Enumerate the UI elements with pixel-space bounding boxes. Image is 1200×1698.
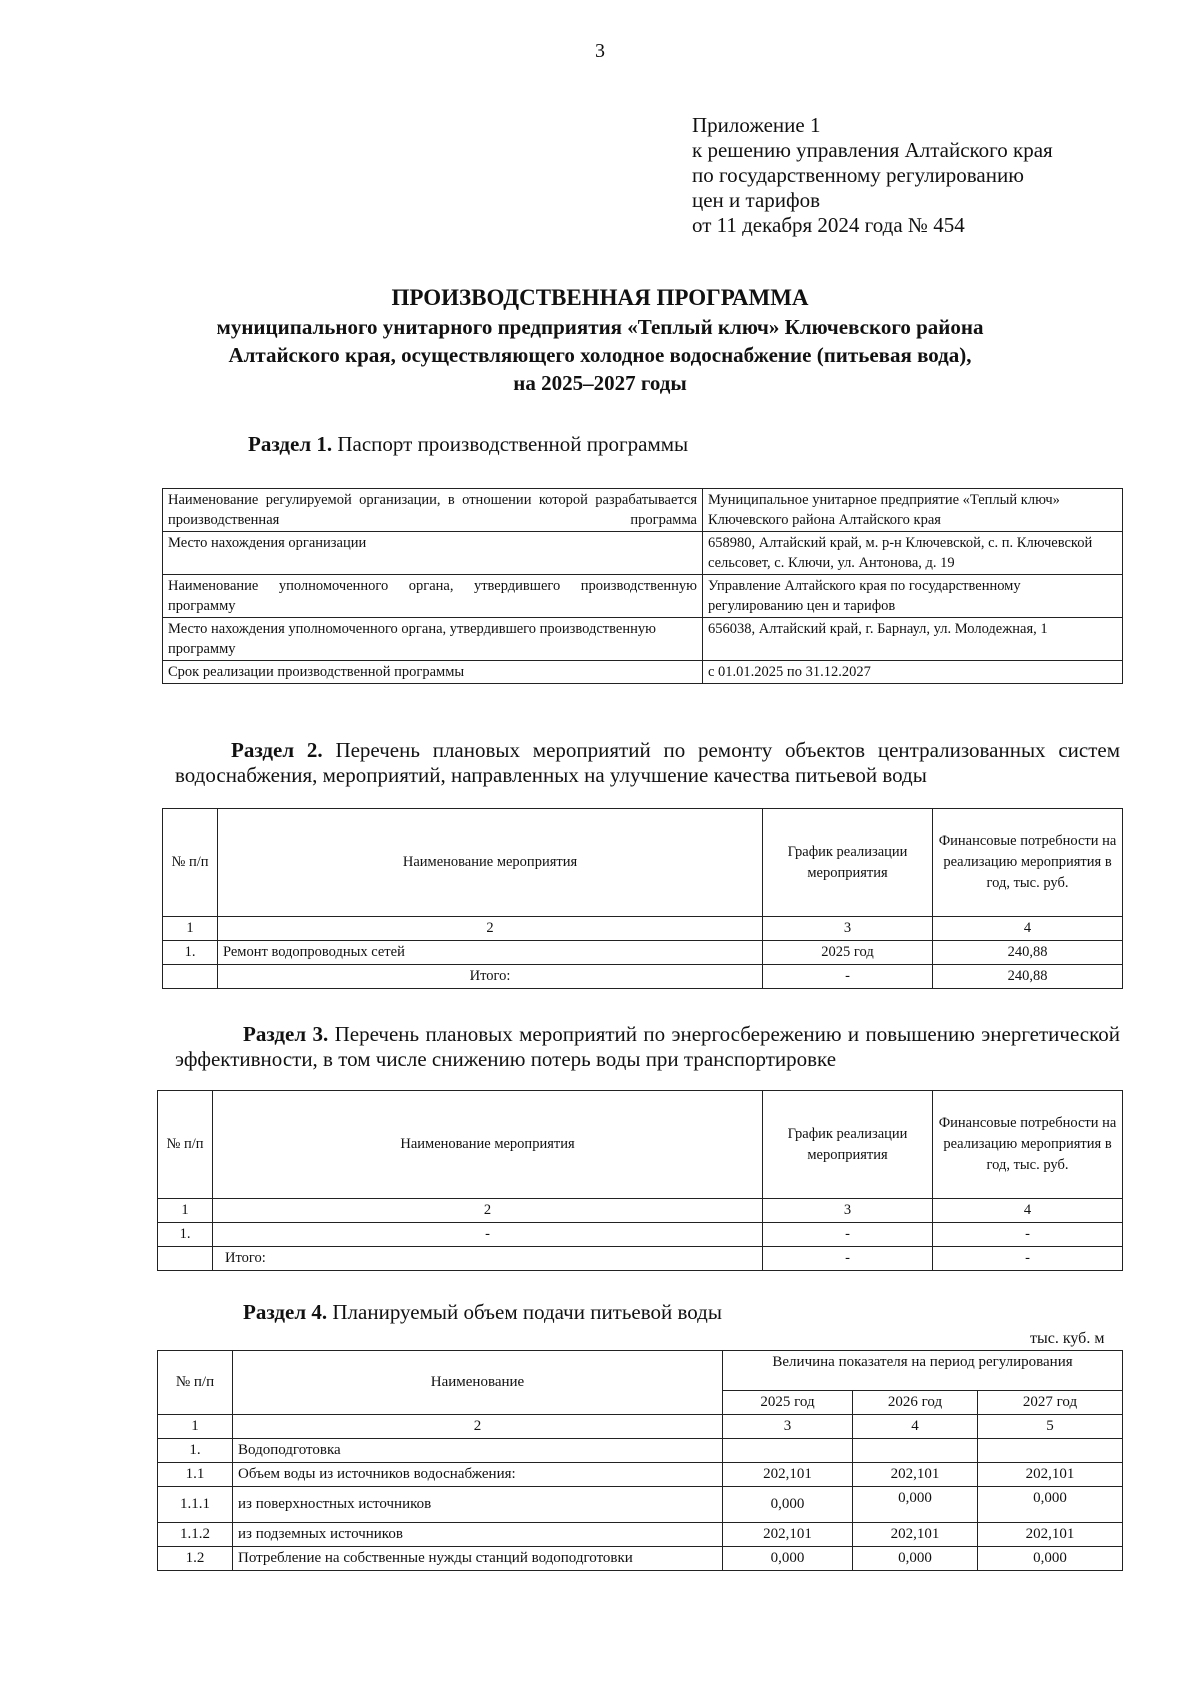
header-cell: Величина показателя на период регулирования	[723, 1351, 1123, 1391]
section2-label: Раздел 2.	[231, 738, 323, 762]
table-cell: Объем воды из источников водоснабжения:	[233, 1463, 723, 1487]
appendix-block	[692, 113, 1053, 238]
table-cell: Итого:	[218, 965, 763, 989]
header-cell: График реализации мероприятия	[763, 1091, 933, 1199]
table-cell: 3	[763, 917, 933, 941]
table-cell: 0,000	[723, 1547, 853, 1571]
title-line: муниципального унитарного предприятия «Теплый ключ» Ключевского района	[216, 315, 984, 339]
table-row	[158, 1487, 1123, 1523]
table-cell: 656038, Алтайский край, г. Барнаул, ул. Молодежная, 1	[703, 618, 1123, 661]
table-cell: Место нахождения уполномоченного органа, утвердившего производственную программу	[163, 618, 703, 661]
header-cell: Наименование	[233, 1351, 723, 1415]
table-cell: 2025 год	[763, 941, 933, 965]
table-cell: Управление Алтайского края по государственному регулированию цен и тарифов	[703, 575, 1123, 618]
appendix-line: по государственному регулированию	[692, 163, 1024, 187]
appendix-line: цен и тарифов	[692, 188, 821, 212]
table-cell: 1.1.1	[158, 1487, 233, 1523]
table-cell: 658980, Алтайский край, м. р-н Ключевской, с. п. Ключевской сельсовет, с. Ключи, ул. Антонова, д. 19	[703, 532, 1123, 575]
table-cell: Водоподготовка	[233, 1439, 723, 1463]
table-row	[158, 1547, 1123, 1571]
table-cell: Ремонт водопроводных сетей	[218, 941, 763, 965]
table-header-row	[163, 809, 1123, 917]
table-cell: Наименование уполномоченного органа, утвердившего производственную программу	[163, 575, 703, 618]
section4-title: Планируемый объем подачи питьевой воды	[332, 1300, 722, 1324]
table-cell: 3	[763, 1199, 933, 1223]
header-cell: 2025 год	[723, 1391, 853, 1415]
page-number: 3	[595, 40, 605, 62]
table-row	[163, 575, 1123, 618]
table-cell: 4	[933, 1199, 1123, 1223]
table-cell: 2	[218, 917, 763, 941]
table-cell: Срок реализации производственной программы	[163, 661, 703, 684]
table-row	[163, 941, 1123, 965]
table-cell	[158, 1247, 213, 1271]
section2-title: Перечень плановых мероприятий по ремонту объектов централизованных систем водоснабжения, мероприятий, направленных на улучшение качества питьевой воды	[175, 738, 1120, 787]
table-cell: -	[763, 1223, 933, 1247]
table-cell: -	[933, 1223, 1123, 1247]
header-cell: График реализации мероприятия	[763, 809, 933, 917]
section3-heading	[175, 1022, 1120, 1072]
table-cell: 0,000	[723, 1487, 853, 1523]
table-cell: 1.1	[158, 1463, 233, 1487]
table-row	[158, 1439, 1123, 1463]
header-cell: Финансовые потребности на реализацию мероприятия в год, тыс. руб.	[933, 809, 1123, 917]
table-cell: 2	[213, 1199, 763, 1223]
table-cell: 202,101	[853, 1463, 978, 1487]
table-cell: -	[763, 1247, 933, 1271]
table-cell: 1.	[158, 1439, 233, 1463]
table-cell: из поверхностных источников	[233, 1487, 723, 1523]
table-cell: 1.2	[158, 1547, 233, 1571]
table-cell: Итого:	[213, 1247, 763, 1271]
table-cell: 202,101	[723, 1463, 853, 1487]
table-row	[158, 1463, 1123, 1487]
table-cell: 1	[158, 1415, 233, 1439]
table-cell: 240,88	[933, 965, 1123, 989]
header-cell: № п/п	[163, 809, 218, 917]
table-header-row	[158, 1351, 1123, 1391]
header-cell: № п/п	[158, 1091, 213, 1199]
table-row	[163, 532, 1123, 575]
section2-heading	[175, 738, 1120, 788]
header-cell: Финансовые потребности на реализацию мероприятия в год, тыс. руб.	[933, 1091, 1123, 1199]
table-cell	[978, 1439, 1123, 1463]
header-cell: № п/п	[158, 1351, 233, 1415]
section3-label: Раздел 3.	[243, 1022, 329, 1046]
table-cell: 1.	[158, 1223, 213, 1247]
table-cell: 0,000	[978, 1547, 1123, 1571]
title-line: на 2025–2027 годы	[513, 371, 687, 395]
header-cell: 2026 год	[853, 1391, 978, 1415]
table-cell: 202,101	[723, 1523, 853, 1547]
table-cell: из подземных источников	[233, 1523, 723, 1547]
table-cell	[853, 1439, 978, 1463]
header-cell: Наименование мероприятия	[218, 809, 763, 917]
table-row	[163, 618, 1123, 661]
title-line: Алтайского края, осуществляющего холодное водоснабжение (питьевая вода),	[228, 343, 972, 367]
table-cell: 1.	[163, 941, 218, 965]
table-cell: 0,000	[853, 1487, 978, 1523]
table-cell: 4	[933, 917, 1123, 941]
table-row	[158, 1199, 1123, 1223]
table-row	[158, 1223, 1123, 1247]
table-row	[158, 1523, 1123, 1547]
table-cell: 0,000	[978, 1487, 1123, 1523]
table-cell: -	[763, 965, 933, 989]
section1-heading	[248, 432, 688, 457]
table-cell: 202,101	[853, 1523, 978, 1547]
table-cell: 240,88	[933, 941, 1123, 965]
appendix-line: к решению управления Алтайского края	[692, 138, 1053, 162]
table-cell: 2	[233, 1415, 723, 1439]
appendix-line: от 11 декабря 2024 года № 454	[692, 213, 965, 237]
table-cell: Муниципальное унитарное предприятие «Теплый ключ» Ключевского района Алтайского края	[703, 489, 1123, 532]
table-cell: 202,101	[978, 1523, 1123, 1547]
table-row	[163, 489, 1123, 532]
table-total-row	[163, 965, 1123, 989]
table-cell: 202,101	[978, 1463, 1123, 1487]
repair-measures-table	[162, 808, 1123, 989]
table-cell: 3	[723, 1415, 853, 1439]
table-row	[163, 917, 1123, 941]
header-cell: 2027 год	[978, 1391, 1123, 1415]
water-supply-table	[157, 1350, 1123, 1571]
section3-title: Перечень плановых мероприятий по энергосбережению и повышению энергетической эффективности, в том числе снижению потерь воды при транспортировке	[175, 1022, 1121, 1071]
energy-measures-table	[157, 1090, 1123, 1271]
table-cell: с 01.01.2025 по 31.12.2027	[703, 661, 1123, 684]
table-cell: 4	[853, 1415, 978, 1439]
section4-heading	[243, 1300, 722, 1325]
table-header-row	[158, 1091, 1123, 1199]
table-cell: -	[213, 1223, 763, 1247]
table-cell	[163, 965, 218, 989]
table-cell: 1.1.2	[158, 1523, 233, 1547]
appendix-line: Приложение 1	[692, 113, 821, 137]
passport-table	[162, 488, 1123, 684]
section1-title: Паспорт производственной программы	[337, 432, 689, 456]
unit-label: тыс. куб. м	[1030, 1330, 1105, 1347]
table-cell: -	[933, 1247, 1123, 1271]
table-row	[163, 661, 1123, 684]
table-cell: 0,000	[853, 1547, 978, 1571]
table-cell	[723, 1439, 853, 1463]
table-cell: Наименование регулируемой организации, в отношении которой разрабатывается производственная программа	[163, 489, 703, 532]
table-cell: Потребление на собственные нужды станций водоподготовки	[233, 1547, 723, 1571]
section4-label: Раздел 4.	[243, 1300, 328, 1324]
header-cell: Наименование мероприятия	[213, 1091, 763, 1199]
table-cell: 1	[163, 917, 218, 941]
table-cell: Место нахождения организации	[163, 532, 703, 575]
section1-label: Раздел 1.	[248, 432, 333, 456]
document-title	[150, 283, 1050, 397]
table-total-row	[158, 1247, 1123, 1271]
table-row	[158, 1415, 1123, 1439]
title-main: ПРОИЗВОДСТВЕННАЯ ПРОГРАММА	[391, 285, 809, 310]
table-cell: 1	[158, 1199, 213, 1223]
table-cell: 5	[978, 1415, 1123, 1439]
